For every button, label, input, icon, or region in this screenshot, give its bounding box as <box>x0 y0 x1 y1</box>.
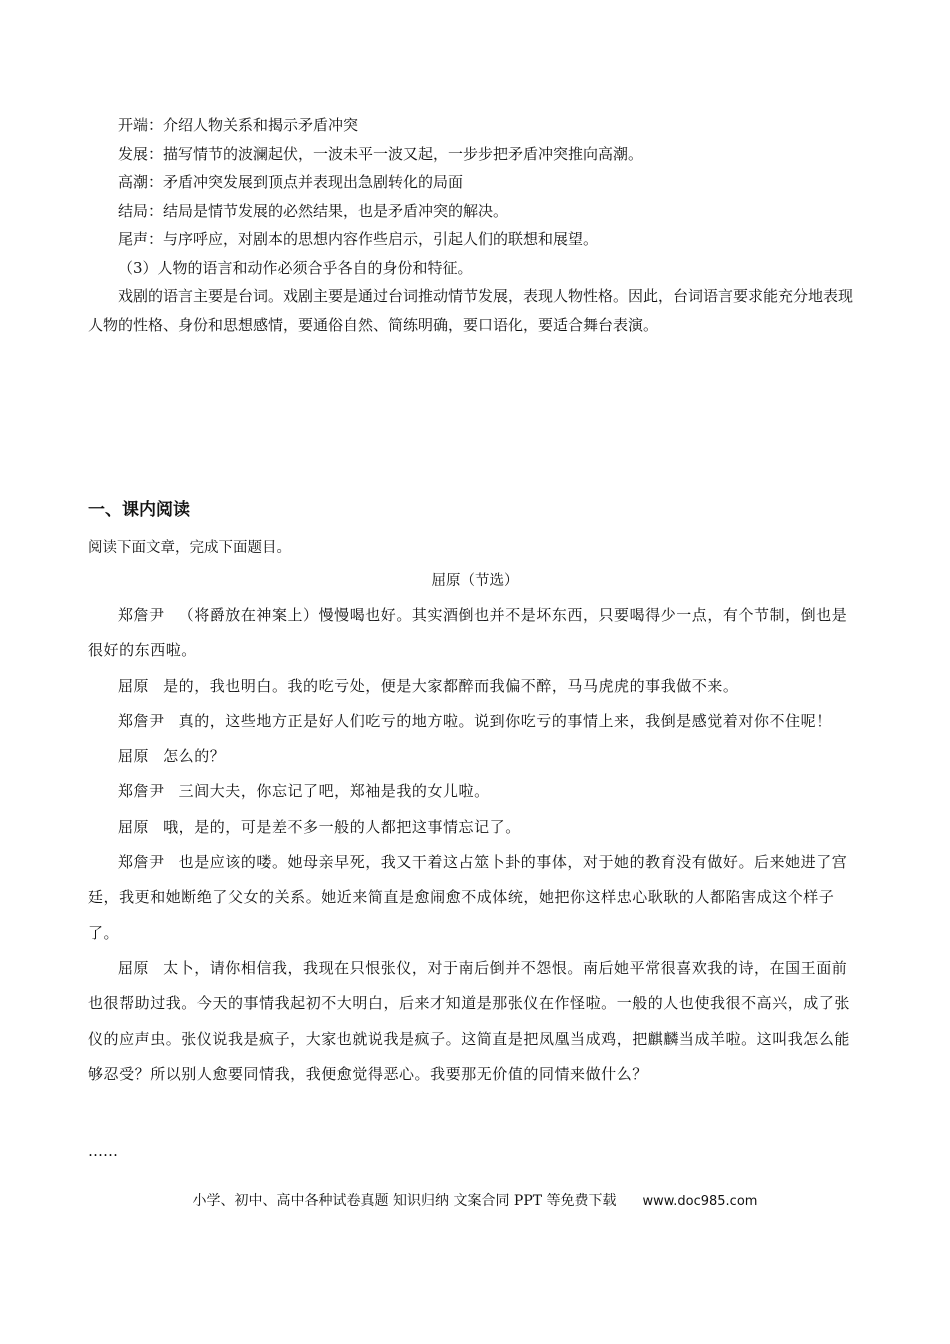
script-line <box>88 739 862 774</box>
script-line <box>88 704 862 739</box>
speaker-name: 屈原 <box>118 747 150 766</box>
note-line-point-3: （3）人物的语言和动作必须合乎各自的身份和特征。 <box>118 258 473 277</box>
speech-text: 是的，我也明白。我的吃亏处，便是大家都醉而我偏不醉，马马虎虎的事我做不来。 <box>163 676 739 695</box>
speech-text: 怎么的？ <box>163 747 226 766</box>
script-line <box>88 598 862 669</box>
note-line-ending: 结局：结局是情节发展的必然结果，也是矛盾冲突的解决。 <box>118 201 509 220</box>
speech-text: 哦，是的，可是差不多一般的人都把这事情忘记了。 <box>163 817 521 836</box>
script-line <box>88 845 862 951</box>
ellipsis: …… <box>88 1142 118 1160</box>
speech-text: 太卜，请你相信我，我现在只恨张仪，对于南后倒并不怨恨。南后她平常很喜欢我的诗，在国王面前也很帮助过我。今天的事情我起初不大明白，后来才知道是那张仪在作怪啦。一般的人也使我很不高兴，成了张仪的应声虫。张仪说我是疯子，大家也就说我是疯子。这简直是把凤凰当成鸡，把麒麟当成羊啦。这叫我怎么能够忍受？所以别人愈要同情我，我便愈觉得恶心。我要那无价值的同情来做什么？ <box>88 958 850 1083</box>
speaker-name: 郑詹尹 <box>118 606 165 624</box>
speaker-name: 屈原 <box>118 676 150 695</box>
note-line-epilogue: 尾声：与序呼应，对剧本的思想内容作些启示，引起人们的联想和展望。 <box>118 230 599 248</box>
section-heading: 一、课内阅读 <box>88 500 190 520</box>
speaker-name: 屈原 <box>118 817 150 836</box>
note-line-climax: 高潮：矛盾冲突发展到顶点并表现出急剧转化的局面 <box>118 173 464 191</box>
note-line-beginning: 开端：介绍人物关系和揭示矛盾冲突 <box>118 116 359 134</box>
reading-instruction: 阅读下面文章，完成下面题目。 <box>88 540 291 556</box>
play-title: 屈原（节选） <box>431 573 519 589</box>
page-footer <box>0 1190 950 1213</box>
note-line-development: 发展：描写情节的波澜起伏，一波未平一波又起，一步步把矛盾冲突推向高潮。 <box>118 144 644 163</box>
script-line <box>88 810 862 845</box>
speech-text: 三闾大夫，你忘记了吧，郑袖是我的女儿啦。 <box>178 782 490 801</box>
footer-text: 小学、初中、高中各种试卷真题 知识归纳 文案合同 PPT 等免费下载 <box>192 1193 617 1209</box>
script-line <box>88 951 862 1092</box>
speaker-name: 郑詹尹 <box>118 853 165 872</box>
drama-notes <box>88 111 862 339</box>
speech-text: 也是应该的喽。她母亲早死，我又干着这占筮卜卦的事体，对于她的教育没有做好。后来她进了宫廷，我更和她断绝了父女的关系。她近来简直是愈闹愈不成体统，她把你这样忠心耿耿的人都陷害成这个样子了。 <box>88 853 848 942</box>
speech-text: （将爵放在神案上）慢慢喝也好。其实酒倒也并不是坏东西，只要喝得少一点，有个节制，倒也是很好的东西啦。 <box>88 606 848 660</box>
speech-text: 真的，这些地方正是好人们吃亏的地方啦。说到你吃亏的事情上来，我倒是感觉着对你不住呢！ <box>178 711 832 730</box>
speaker-name: 郑詹尹 <box>118 711 165 730</box>
script-line <box>88 774 862 809</box>
script-line <box>88 669 862 704</box>
script-excerpt <box>88 598 862 1092</box>
speaker-name: 郑詹尹 <box>118 782 165 801</box>
speaker-name: 屈原 <box>118 958 150 977</box>
note-paragraph-dialogue: 戏剧的语言主要是台词。戏剧主要是通过台词推动情节发展，表现人物性格。因此，台词语言要求能充分地表现人物的性格、身份和思想感情，要通俗自然、简练明确，要口语化，要适合舞台表演。 <box>88 287 854 334</box>
footer-website-link[interactable]: www.doc985.com <box>642 1194 758 1209</box>
